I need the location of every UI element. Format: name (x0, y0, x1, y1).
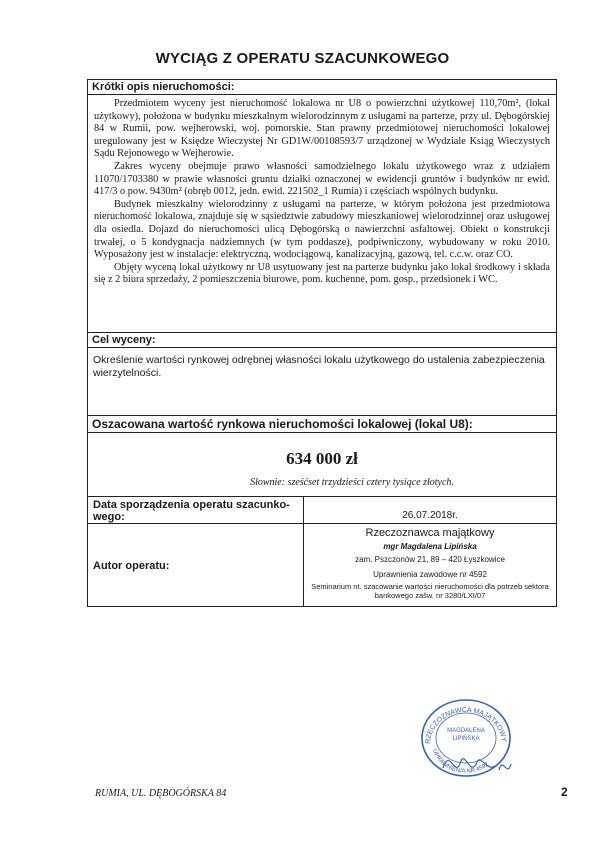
author-title: Rzeczoznawca majątkowy (365, 527, 495, 539)
report-date-value: 26.07.2018r. (402, 510, 458, 521)
description-paragraph: Objęty wyceną lokal użytkowy nr U8 usytuowany jest na parterze budynku jako lokal środkowy i składa się z 2 biura sprzedaży, 2 pomieszczenia biurowe, pom. kuchenne, pom. gosp., przedsionek i WC. (94, 261, 550, 286)
property-description-body (88, 95, 556, 287)
report-details-table (87, 496, 557, 607)
market-value-in-words: Słownie: sześćset trzydzieści cztery tysiące złotych. (250, 477, 454, 488)
document-title: WYCIĄG Z OPERATU SZACUNKOWEGO (155, 50, 450, 67)
stamp-ring-text: RZECZOZNAWCA MAJĄTKOWY (424, 706, 507, 745)
property-description-section (87, 79, 557, 333)
author-name: mgr Magdalena Lipińska (383, 542, 477, 551)
valuation-purpose-text: Określenie wartości rynkowej odrębnej własności lokalu użytkowego do ustalenia zabezpieczenia wierzytelności. (93, 354, 545, 379)
author-license: Uprawnienia zawodowe nr 4592 (373, 570, 487, 579)
valuation-purpose-header: Cel wyceny: (88, 333, 556, 348)
stamp-ring-bottom: UPRAWNIENIA NR 4592 (431, 748, 491, 775)
page-number: 2 (561, 785, 568, 799)
report-date-label-line: wego: (93, 511, 125, 523)
description-paragraph: Budynek mieszkalny wielorodzinny z usługami na parterze, w którym położona jest przedmiotowa nieruchomość lokalowa, znajduje się w sąsiedztwie zabudowy mieszkaniowej wielorodzinnej oraz usługowej dla osiedla. Dojazd do nieruchomości ulicą Dębogórską o nawierzchni asfaltowej. Obiekt o konstrukcji trwałej, o 5 kondygnacja nadziemnych (w tym poddasze), podpiwniczony, wybudowany w roku 2010. Wyposażony jest w instalacje: elektryczną, wodociągową, kanalizacyjną, gazową, tel. c.c.w. oraz CO. (94, 198, 550, 261)
description-paragraph: Zakres wyceny obejmuje prawo własności samodzielnego lokalu użytkowego wraz z udziałem 11070/1703380 w prawie własności gruntu działki oznaczonej w ewidencji gruntów i budynków nr ewid. 417/3 o pow. 9430m² (obręb 0012, jedn. ewid. 221502_1 Rumia) i częściach wspólnych budynku. (94, 160, 550, 198)
table-divider (88, 523, 556, 524)
property-description-header: Krótki opis nieruchomości: (88, 80, 556, 95)
author-address: zam. Pszczonów 21, 89 – 420 Łyszkowice (355, 555, 505, 564)
market-value-header: Oszacowana wartość rynkowa nieruchomości lokalowej (lokal U8): (88, 416, 556, 433)
author-label: Autor operatu: (93, 560, 170, 572)
report-date-label-line: Data sporządzenia operatu szacunko- (93, 499, 290, 511)
market-value-amount: 634 000 zł (286, 449, 358, 468)
market-value-section (87, 415, 557, 497)
author-seminar: Seminarium nt. szacowanie wartości nieruchomości dla potrzeb sektora bankowego zašw. nr 3280/LXI/07 (311, 582, 549, 600)
stamp-name: MAGDALENA (447, 728, 485, 734)
footer-address: RUMIA, UL. DĘBOGÓRSKA 84 (95, 788, 227, 799)
stamp-name: LIPIŃSKA (452, 736, 480, 742)
valuation-purpose-section (87, 332, 557, 416)
official-stamp (395, 686, 535, 786)
author-details (304, 527, 556, 600)
description-paragraph: Przedmiotem wyceny jest nieruchomość lokalowa nr U8 o powierzchni użytkowej 110,70m², (lokal użytkowy), położona w budynku mieszkalnym wielorodzinnym z usługami na parterze, przy ul. Dębogórskiej 84 w Rumii, pow. wejherowski, woj. pomorskie. Stan prawny przedmiotowej nieruchomości lokalowej uregulowany jest w Księdze Wieczystej Nr GD1W/00108593/7 urządzonej w Wydziale Ksiąg Wieczystych Sądu Rejonowego w Wejherowie. (94, 98, 550, 160)
report-date-label (93, 499, 290, 523)
